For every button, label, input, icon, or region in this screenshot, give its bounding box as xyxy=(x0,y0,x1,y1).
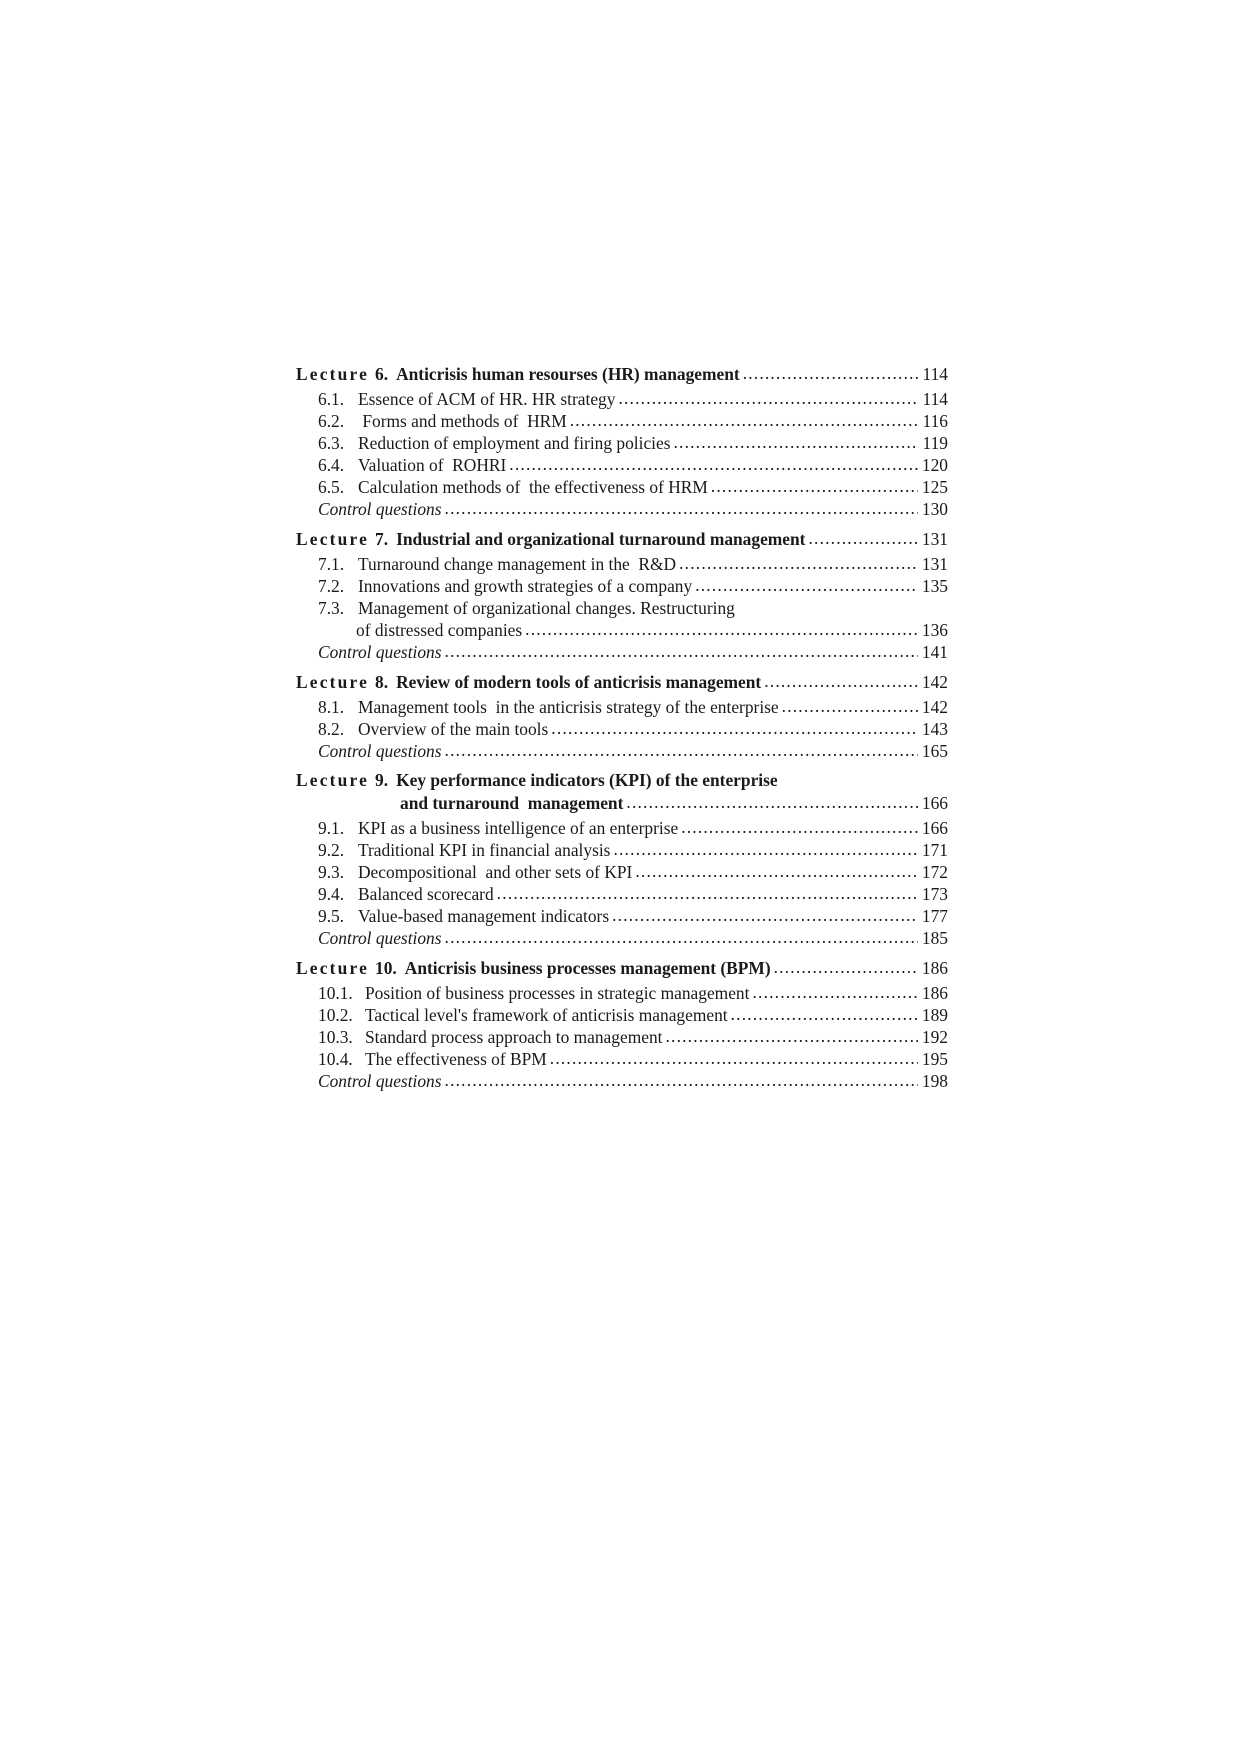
dot-leader xyxy=(497,882,918,904)
lecture-heading[interactable] xyxy=(296,670,948,694)
section-number: 8.2. xyxy=(318,719,345,739)
section-number: 6.1. xyxy=(318,389,345,409)
section-title: Value-based management indicators xyxy=(358,906,610,926)
section-title: Forms and methods of HRM xyxy=(358,411,567,431)
page-number: 114 xyxy=(922,389,948,409)
dot-leader xyxy=(445,739,918,761)
toc-entry[interactable] xyxy=(296,1048,948,1070)
lecture-6-section xyxy=(296,362,948,520)
toc-entry-continuation[interactable] xyxy=(296,619,948,641)
section-number: 6.4. xyxy=(318,455,345,475)
page-number: 135 xyxy=(921,576,948,596)
page-number: 141 xyxy=(921,642,948,662)
lecture-heading-continuation[interactable] xyxy=(296,791,948,815)
dot-leader xyxy=(774,955,918,979)
lecture-heading[interactable] xyxy=(296,956,948,980)
dot-leader xyxy=(673,431,918,453)
toc-entry[interactable] xyxy=(296,454,948,476)
page-number: 116 xyxy=(922,411,948,431)
page-number: 131 xyxy=(921,554,948,574)
section-title: Overview of the main tools xyxy=(358,719,549,739)
dot-leader xyxy=(731,1003,918,1025)
section-title: Position of business processes in strategic management xyxy=(365,983,750,1003)
section-number: 6.3. xyxy=(318,433,345,453)
dot-leader xyxy=(764,669,918,693)
dot-leader xyxy=(635,860,918,882)
section-number: 8.1. xyxy=(318,697,345,717)
section-number: 7.3. xyxy=(318,598,345,618)
toc-entry[interactable] xyxy=(296,696,948,718)
control-questions-entry[interactable] xyxy=(296,641,948,663)
section-number: 9.4. xyxy=(318,884,345,904)
dot-leader xyxy=(665,1025,917,1047)
dot-leader xyxy=(551,717,918,739)
lecture-number: 9. xyxy=(375,770,389,790)
dot-leader xyxy=(752,981,917,1003)
dot-leader xyxy=(509,453,918,475)
toc-entry[interactable] xyxy=(296,839,948,861)
section-title: Management of organizational changes. Restructuring xyxy=(358,598,735,618)
lecture-10-section xyxy=(296,956,948,1092)
section-title: Decompositional and other sets of KPI xyxy=(358,862,633,882)
control-questions-label: Control questions xyxy=(318,928,442,948)
control-questions-entry[interactable] xyxy=(296,740,948,762)
dot-leader xyxy=(570,409,919,431)
page-number: 143 xyxy=(921,719,948,739)
section-title-continuation: of distressed companies xyxy=(356,620,523,640)
section-title: Balanced scorecard xyxy=(358,884,494,904)
page-number: 166 xyxy=(921,818,948,838)
toc-entry[interactable] xyxy=(296,817,948,839)
control-questions-entry[interactable] xyxy=(296,927,948,949)
section-number: 9.3. xyxy=(318,862,345,882)
page-number: 192 xyxy=(921,1027,948,1047)
toc-entry[interactable] xyxy=(296,861,948,883)
section-title: The effectiveness of BPM xyxy=(365,1049,547,1069)
toc-entry[interactable] xyxy=(296,905,948,927)
toc-entry-multiline[interactable] xyxy=(296,597,948,619)
dot-leader xyxy=(743,361,919,385)
toc-entry[interactable] xyxy=(296,575,948,597)
toc-entry[interactable] xyxy=(296,432,948,454)
page-number: 131 xyxy=(921,529,948,549)
lecture-9-section xyxy=(296,769,948,949)
lecture-7-section xyxy=(296,527,948,663)
page-number: 173 xyxy=(921,884,948,904)
section-title: Reduction of employment and firing policies xyxy=(358,433,671,453)
page-number: 114 xyxy=(922,364,948,384)
dot-leader xyxy=(525,618,918,640)
page-number: 119 xyxy=(922,433,948,453)
lecture-title: Industrial and organizational turnaround management xyxy=(396,529,806,549)
dot-leader xyxy=(445,1069,918,1091)
dot-leader xyxy=(681,816,918,838)
dot-leader xyxy=(445,640,918,662)
page-number: 136 xyxy=(921,620,948,640)
toc-entry[interactable] xyxy=(296,883,948,905)
page-number: 185 xyxy=(921,928,948,948)
control-questions-label: Control questions xyxy=(318,642,442,662)
section-number: 10.1. xyxy=(318,983,353,1003)
lecture-8-section xyxy=(296,670,948,762)
control-questions-label: Control questions xyxy=(318,1071,442,1091)
lecture-heading[interactable] xyxy=(296,769,948,791)
lecture-number: 10. xyxy=(375,958,397,978)
page-number: 142 xyxy=(921,697,948,717)
page-number: 120 xyxy=(921,455,948,475)
section-number: 7.2. xyxy=(318,576,345,596)
dot-leader xyxy=(782,695,918,717)
control-questions-label: Control questions xyxy=(318,741,442,761)
section-number: 9.1. xyxy=(318,818,345,838)
section-title: Tactical level's framework of anticrisis management xyxy=(365,1005,728,1025)
dot-leader xyxy=(808,526,917,550)
toc-entry[interactable] xyxy=(296,718,948,740)
lecture-word: Lecture xyxy=(296,958,370,978)
page-number: 177 xyxy=(921,906,948,926)
lecture-word: Lecture xyxy=(296,529,370,549)
dot-leader xyxy=(550,1047,918,1069)
lecture-number: 6. xyxy=(375,364,389,384)
toc-entry[interactable] xyxy=(296,476,948,498)
lecture-word: Lecture xyxy=(296,672,370,692)
page-number: 186 xyxy=(921,958,948,978)
control-questions-label: Control questions xyxy=(318,499,442,519)
lecture-title: Review of modern tools of anticrisis management xyxy=(396,672,762,692)
dot-leader xyxy=(618,387,918,409)
lecture-title: Anticrisis business processes management (BPM) xyxy=(404,958,771,978)
section-number: 7.1. xyxy=(318,554,345,574)
toc-entry[interactable] xyxy=(296,410,948,432)
page-number: 142 xyxy=(921,672,948,692)
section-title: Valuation of ROHRI xyxy=(358,455,507,475)
page-number: 189 xyxy=(921,1005,948,1025)
control-questions-entry[interactable] xyxy=(296,498,948,520)
page-number: 171 xyxy=(921,840,948,860)
lecture-heading[interactable] xyxy=(296,362,948,386)
toc-entry[interactable] xyxy=(296,388,948,410)
section-number: 9.2. xyxy=(318,840,345,860)
toc-entry[interactable] xyxy=(296,553,948,575)
section-number: 10.3. xyxy=(318,1027,353,1047)
table-of-contents xyxy=(296,362,948,1092)
lecture-title: Anticrisis human resourses (HR) management xyxy=(396,364,740,384)
page-number: 165 xyxy=(921,741,948,761)
section-title: Calculation methods of the effectiveness of HRM xyxy=(358,477,708,497)
dot-leader xyxy=(612,904,918,926)
lecture-title-continuation: and turnaround management xyxy=(400,793,624,813)
page-number: 172 xyxy=(921,862,948,882)
lecture-heading[interactable] xyxy=(296,527,948,551)
page-number: 186 xyxy=(921,983,948,1003)
dot-leader xyxy=(679,552,918,574)
section-number: 10.2. xyxy=(318,1005,353,1025)
toc-entry[interactable] xyxy=(296,1026,948,1048)
lecture-title: Key performance indicators (KPI) of the enterprise xyxy=(396,770,778,790)
section-number: 9.5. xyxy=(318,906,345,926)
dot-leader xyxy=(445,926,918,948)
control-questions-entry[interactable] xyxy=(296,1070,948,1092)
dot-leader xyxy=(613,838,917,860)
section-title: Turnaround change management in the R&D xyxy=(358,554,677,574)
dot-leader xyxy=(695,574,918,596)
section-number: 6.2. xyxy=(318,411,345,431)
lecture-number: 8. xyxy=(375,672,389,692)
page-number: 130 xyxy=(921,499,948,519)
page-number: 198 xyxy=(921,1071,948,1091)
page-number: 195 xyxy=(921,1049,948,1069)
dot-leader xyxy=(445,497,918,519)
section-title: Essence of ACM of HR. HR strategy xyxy=(358,389,616,409)
section-number: 6.5. xyxy=(318,477,345,497)
section-title: Management tools in the anticrisis strategy of the enterprise xyxy=(358,697,779,717)
toc-entry[interactable] xyxy=(296,982,948,1004)
dot-leader xyxy=(711,475,918,497)
section-number: 10.4. xyxy=(318,1049,353,1069)
page-number: 166 xyxy=(921,793,948,813)
section-title: Innovations and growth strategies of a company xyxy=(358,576,693,596)
toc-entry[interactable] xyxy=(296,1004,948,1026)
lecture-word: Lecture xyxy=(296,770,370,790)
dot-leader xyxy=(626,790,918,814)
section-title: Standard process approach to management xyxy=(365,1027,663,1047)
section-title: Traditional KPI in financial analysis xyxy=(358,840,611,860)
lecture-number: 7. xyxy=(375,529,389,549)
lecture-word: Lecture xyxy=(296,364,370,384)
section-title: KPI as a business intelligence of an enterprise xyxy=(358,818,679,838)
page-number: 125 xyxy=(921,477,948,497)
